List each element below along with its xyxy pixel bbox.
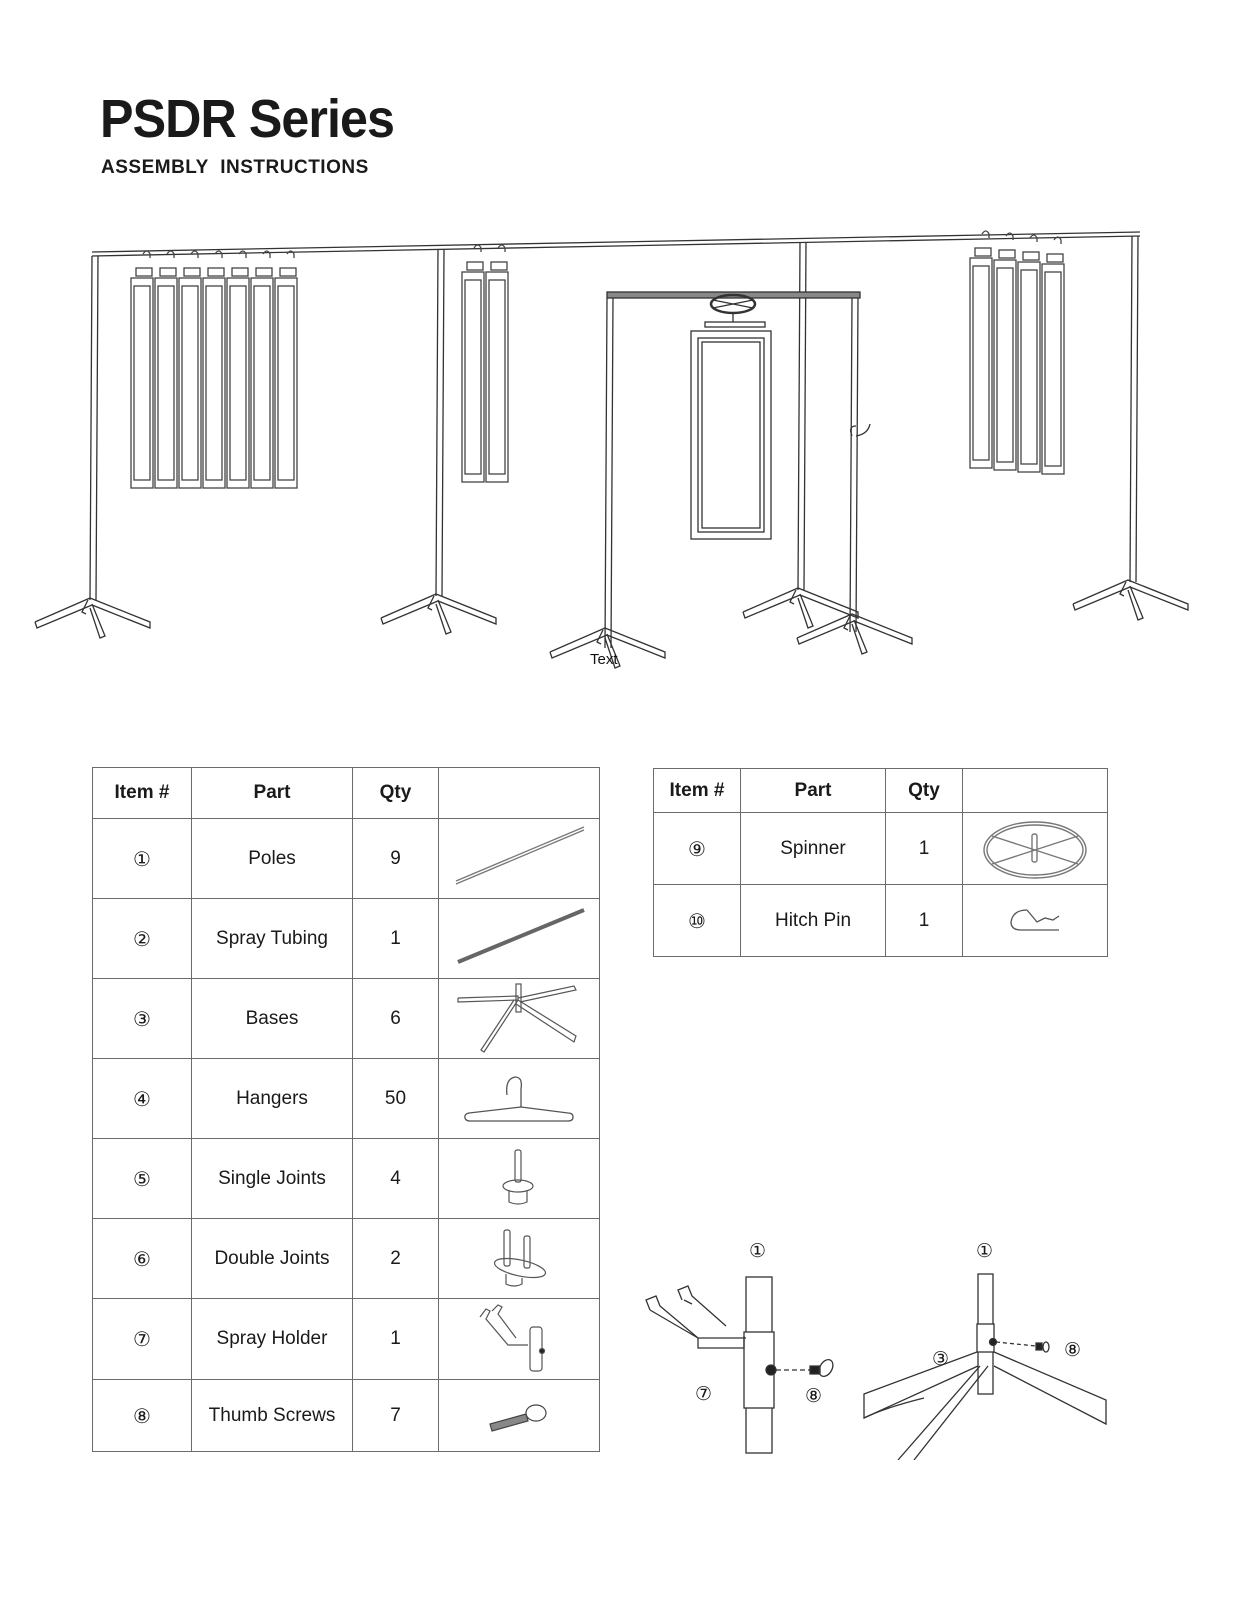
column-header-part: Part [192, 768, 353, 819]
part-qty: 1 [353, 899, 439, 979]
part-image-cell [439, 899, 600, 979]
pole-icon [444, 824, 594, 894]
part-name: Hangers [192, 1059, 353, 1139]
table-header-row [654, 769, 1108, 813]
part-name: Double Joints [192, 1219, 353, 1299]
part-image-cell [439, 1380, 600, 1452]
part-image-cell [963, 813, 1108, 885]
item-number: ⑩ [654, 885, 741, 957]
page-title: PSDR Series [100, 89, 395, 149]
part-qty: 2 [353, 1219, 439, 1299]
item-number: ⑥ [93, 1219, 192, 1299]
spray-tubing-icon [444, 904, 594, 974]
table-row [93, 1299, 600, 1380]
part-qty: 6 [353, 979, 439, 1059]
part-image-cell [439, 979, 600, 1059]
column-header-image [439, 768, 600, 819]
callout-thumb-screw: ⑧ [805, 1385, 823, 1407]
part-name: Poles [192, 819, 353, 899]
part-qty: 1 [886, 885, 963, 957]
hero-label: Text [590, 651, 618, 668]
item-number: ⑨ [654, 813, 741, 885]
part-name: Spray Holder [192, 1299, 353, 1380]
column-header-qty: Qty [886, 769, 963, 813]
part-image-cell [963, 885, 1108, 957]
part-image-cell [439, 1299, 600, 1380]
part-name: Single Joints [192, 1139, 353, 1219]
part-image-cell [439, 1219, 600, 1299]
part-image-cell [439, 1059, 600, 1139]
callout-pole: ① [976, 1240, 994, 1262]
spray-holder-icon [474, 1303, 564, 1375]
callout-base: ③ [932, 1348, 950, 1370]
column-header-item: Item # [93, 768, 192, 819]
table-row [93, 1380, 600, 1452]
part-qty: 1 [886, 813, 963, 885]
part-qty: 4 [353, 1139, 439, 1219]
column-header-part: Part [741, 769, 886, 813]
table-row [654, 885, 1108, 957]
part-name: Bases [192, 979, 353, 1059]
part-qty: 9 [353, 819, 439, 899]
part-name: Thumb Screws [192, 1380, 353, 1452]
table-row [93, 1219, 600, 1299]
table-row [93, 819, 600, 899]
base-assembly-diagram [858, 1270, 1118, 1460]
table-row [93, 979, 600, 1059]
item-number: ② [93, 899, 192, 979]
spray-holder-assembly-diagram [630, 1270, 850, 1460]
part-qty: 1 [353, 1299, 439, 1380]
item-number: ⑤ [93, 1139, 192, 1219]
item-number: ① [93, 819, 192, 899]
double-joint-icon [484, 1226, 554, 1292]
part-name: Hitch Pin [741, 885, 886, 957]
item-number: ③ [93, 979, 192, 1059]
part-name: Spinner [741, 813, 886, 885]
hitch-pin-icon [1005, 904, 1065, 938]
table-row [654, 813, 1108, 885]
column-header-qty: Qty [353, 768, 439, 819]
column-header-image [963, 769, 1108, 813]
callout-thumb-screw: ⑧ [1064, 1339, 1082, 1361]
table-row [93, 1059, 600, 1139]
part-image-cell [439, 819, 600, 899]
thumb-screw-icon [484, 1396, 554, 1436]
callout-pole: ① [749, 1240, 767, 1262]
assembled-rack-illustration [0, 220, 1236, 690]
single-joint-icon [489, 1146, 549, 1212]
hanger-icon [459, 1069, 579, 1129]
parts-table-main [92, 767, 600, 1452]
item-number: ⑦ [93, 1299, 192, 1380]
callout-spray-holder: ⑦ [695, 1383, 713, 1405]
parts-table-extra [653, 768, 1108, 957]
table-row [93, 899, 600, 979]
part-qty: 7 [353, 1380, 439, 1452]
page-subtitle: ASSEMBLY INSTRUCTIONS [101, 157, 369, 178]
spinner-icon [980, 816, 1090, 882]
table-row [93, 1139, 600, 1219]
item-number: ⑧ [93, 1380, 192, 1452]
table-header-row [93, 768, 600, 819]
part-qty: 50 [353, 1059, 439, 1139]
part-name: Spray Tubing [192, 899, 353, 979]
part-image-cell [439, 1139, 600, 1219]
base-icon [454, 982, 584, 1056]
item-number: ④ [93, 1059, 192, 1139]
column-header-item: Item # [654, 769, 741, 813]
